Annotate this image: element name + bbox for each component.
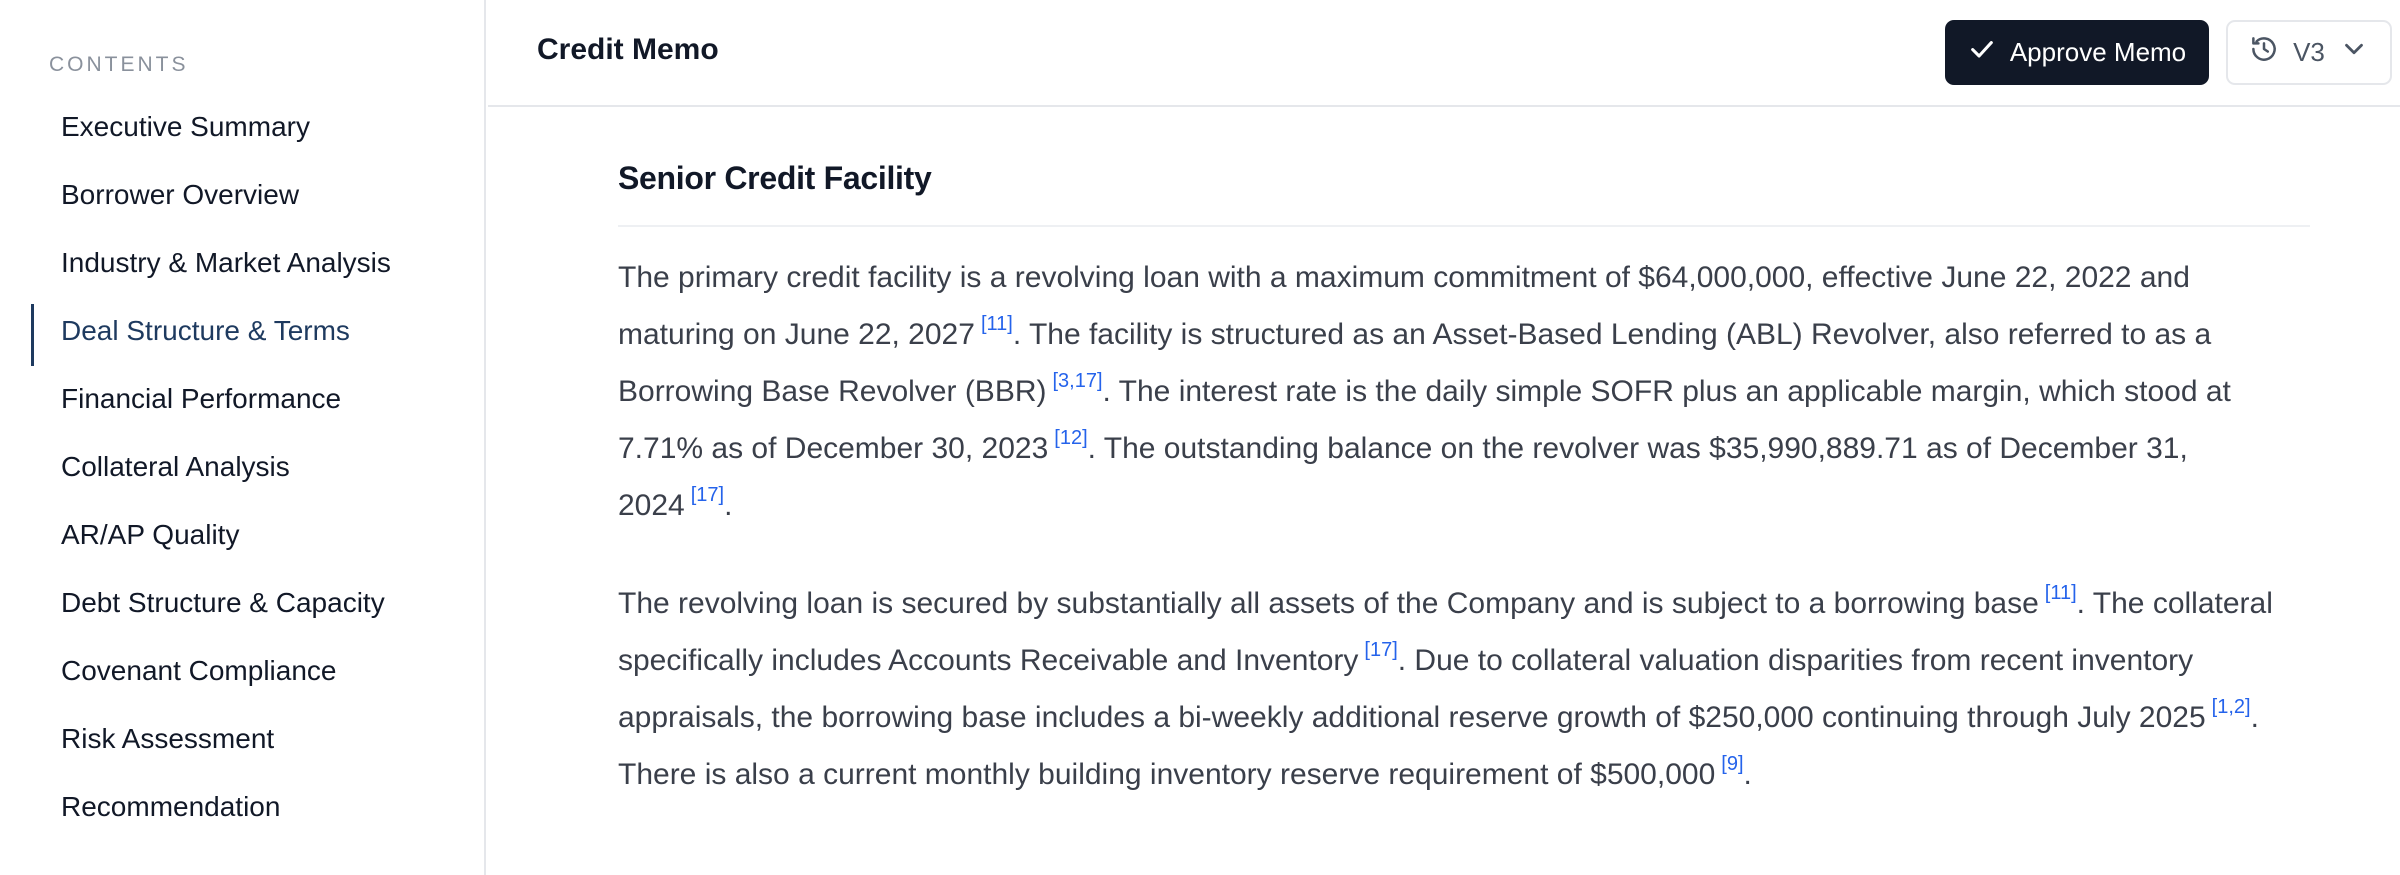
paragraph-text: . The collateral specifically includes Accounts Receivable and Inventory [618,587,2273,677]
citation-link[interactable]: [3,17] [1052,370,1103,392]
paragraph-text: . [1743,758,1752,791]
sidebar-item-borrower-overview[interactable]: Borrower Overview [61,179,300,210]
paragraph [618,575,2310,803]
citation-link[interactable]: [9] [1721,753,1744,775]
paragraph-text: . Due to collateral valuation disparities from recent inventory appraisals, the borrowing base includes a bi-weekly additional reserve growth of $250,000 continuing through July 2025 [618,644,2206,734]
citation-link[interactable]: [11] [2044,582,2077,604]
sidebar-item-debt-structure-capacity[interactable]: Debt Structure & Capacity [61,587,385,618]
sidebar-item-ar-ap-quality[interactable]: AR/AP Quality [61,519,240,550]
chevron-down-icon [2339,34,2369,71]
citation-link[interactable]: [17] [1364,639,1398,661]
history-icon [2249,34,2279,71]
sidebar-item-collateral-analysis[interactable]: Collateral Analysis [61,451,290,482]
paragraph-text: The primary credit facility is a revolving loan with a maximum commitment of $64,000,000, effective June 22, 2022 and maturing on June 22, 2027 [618,261,2190,351]
sidebar-item-risk-assessment[interactable]: Risk Assessment [61,723,275,754]
sidebar-item-deal-structure-terms[interactable]: Deal Structure & Terms [0,300,484,368]
sidebar-item-industry-market-analysis[interactable]: Industry & Market Analysis [61,247,391,278]
version-selector[interactable] [2226,20,2392,85]
version-label: V3 [2293,37,2325,67]
section-divider [618,225,2310,227]
check-icon [1968,35,1996,70]
sidebar-item-financial-performance[interactable]: Financial Performance [61,383,342,414]
memo-content [618,160,2310,803]
citation-link[interactable]: [12] [1054,427,1088,449]
sidebar [0,0,486,875]
contents-heading: CONTENTS [49,53,189,76]
sidebar-item-covenant-compliance[interactable]: Covenant Compliance [61,655,337,686]
table-of-contents [0,96,484,844]
paragraph-text: . The interest rate is the daily simple SOFR plus an applicable margin, which stood at 7.71% as of December 30, 2023 [618,375,2231,465]
paragraph-text: . The facility is structured as an Asset-Based Lending (ABL) Revolver, also referred to as a Borrowing Base Revolver (BBR) [618,318,2212,408]
section-title: Senior Credit Facility [618,160,932,196]
citation-link[interactable]: [11] [980,313,1013,335]
citation-link[interactable]: [17] [690,484,725,506]
approve-memo-label: Approve Memo [2009,37,2187,67]
paragraph-text: The revolving loan is secured by substantially all assets of the Company and is subject to a borrowing base [618,587,2039,620]
paragraph-text: . There is also a current monthly building inventory reserve requirement of $500,000 [618,701,2259,791]
paragraph-text: . [724,489,733,522]
top-bar [488,0,2400,107]
paragraph [618,249,2310,534]
sidebar-item-recommendation[interactable]: Recommendation [61,791,281,822]
sidebar-item-executive-summary[interactable]: Executive Summary [61,111,310,142]
page-title: Credit Memo [537,33,719,66]
approve-memo-button[interactable] [1945,20,2209,85]
paragraph-text: . The outstanding balance on the revolver was $35,990,889.71 as of December 31, 2024 [618,432,2188,522]
citation-link[interactable]: [1,2] [2211,696,2251,718]
